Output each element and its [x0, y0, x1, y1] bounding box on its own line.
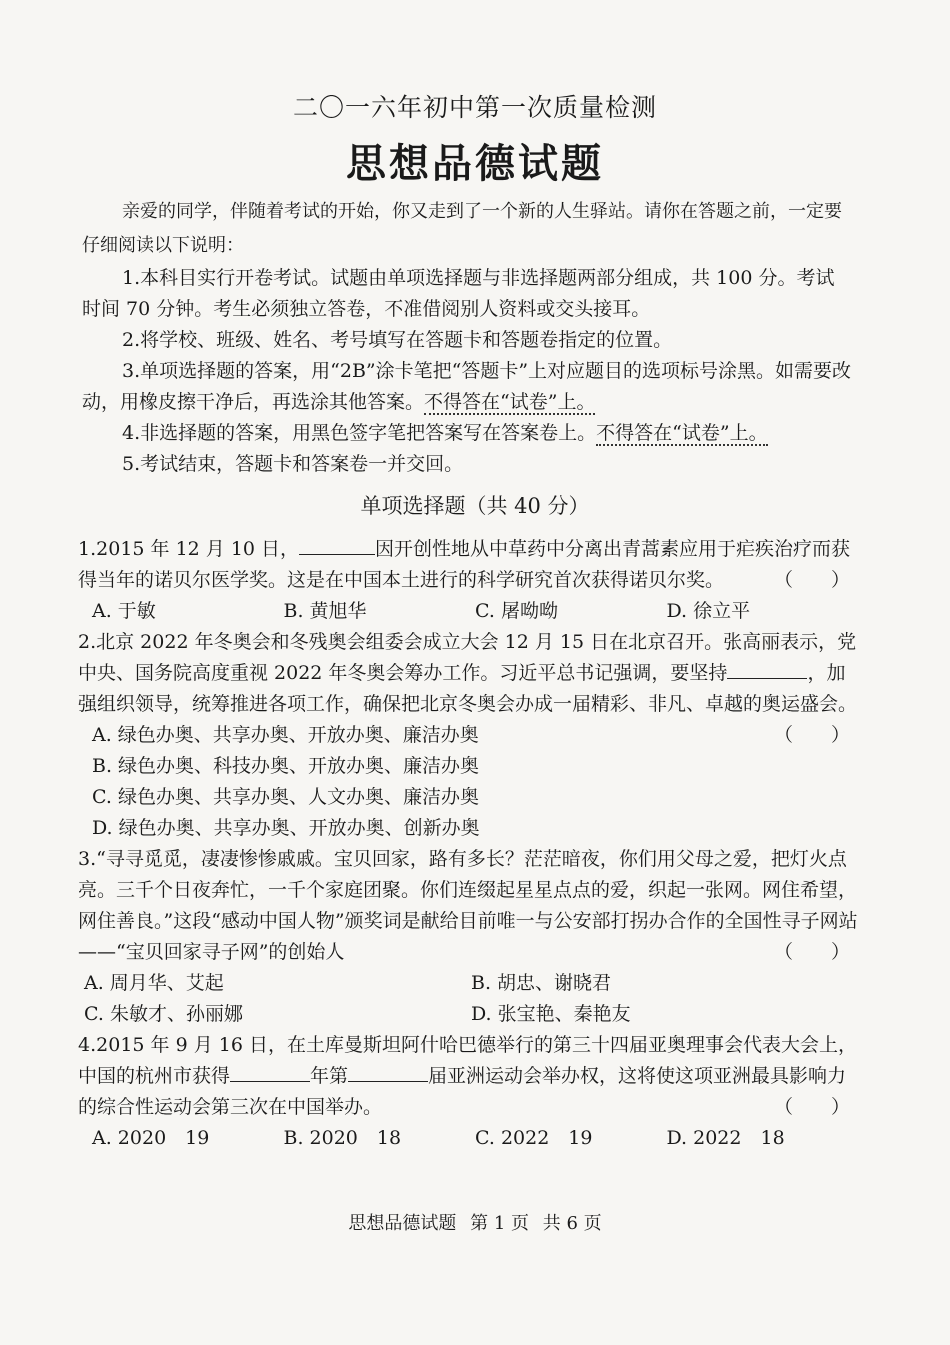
- answer-paren: （ ）: [773, 724, 850, 746]
- option: A. 周月华、艾起: [84, 972, 224, 994]
- option: C. 屠呦呦: [475, 600, 558, 622]
- rule-number: 4.: [122, 422, 141, 444]
- question-number: 4.: [78, 1034, 97, 1056]
- stem-text: ，加强组织领导，统筹推进各项工作，确保把北京冬奥会办成一届精彩、非凡、卓越的奥运盛会。: [78, 662, 858, 715]
- option: B. 胡忠、谢晓君: [471, 972, 612, 994]
- option: B. 2020 18: [283, 1127, 402, 1149]
- answer-paren: （ ）: [773, 941, 850, 963]
- exam-subtitle: 二〇一六年初中第一次质量检测: [292, 93, 657, 122]
- option: D. 2022 18: [666, 1127, 785, 1149]
- stem-text: 2015 年 12 月 10 日，: [96, 538, 300, 560]
- footer-subject: 思想品德试题: [348, 1213, 457, 1234]
- exam-title: 思想品德试题: [346, 140, 604, 187]
- options: [78, 596, 858, 627]
- option: D. 徐立平: [666, 600, 751, 622]
- footer-total: 共 6 页: [542, 1213, 602, 1234]
- question-stem: [78, 534, 858, 596]
- rule-number: 3.: [122, 360, 141, 382]
- option: C. 朱敏才、孙丽娜: [84, 1003, 243, 1025]
- instructions: [82, 195, 852, 480]
- options: [78, 720, 858, 844]
- option: C. 绿色办奥、共享办奥、人文办奥、廉洁办奥: [92, 786, 479, 808]
- rule-text: 非选择题的答案，用黑色签字笔把答案写在答案卷上。: [140, 422, 597, 444]
- answer-blank: [230, 1063, 310, 1082]
- rule-item: [82, 356, 852, 418]
- stem-text: 2015 年 9 月 16 日，在土库曼斯坦阿什哈巴德举行的第三十四届亚奥理事会代表大会上，中国的杭州市获得: [78, 1034, 857, 1087]
- question-1: [78, 534, 858, 627]
- rule-item: [82, 325, 852, 356]
- question-number: 3.: [78, 848, 97, 870]
- rule-text: 将学校、班级、姓名、考号填写在答题卡和答题卷指定的位置。: [140, 329, 673, 351]
- stem-text: 年第: [310, 1065, 349, 1087]
- intro-greeting: 亲爱的同学，伴随着考试的开始，你又走到了一个新的人生驿站。请你在答题之前，一定要仔细阅读以下说明：: [82, 201, 842, 256]
- rule-number: 2.: [122, 329, 141, 351]
- option: C. 2022 19: [475, 1127, 593, 1149]
- question-stem: [78, 1030, 858, 1123]
- question-2: [78, 627, 858, 844]
- stem-text: “寻寻觅觅，凄凄惨惨戚戚。宝贝回家，路有多长？茫茫暗夜，你们用父母之爱，把灯火点亮。三千个日夜奔忙，一千个家庭团聚。你们连缀起星星点点的爱，织起一张网。网住希望，网住善良。”这段“感动中国人物”颁奖词是献给目前唯一与公安部打拐办合作的全国性寻子网站——“宝贝回家寻子网”的创始人: [78, 848, 858, 963]
- rule-number: 1.: [122, 267, 141, 289]
- answer-paren: （ ）: [773, 569, 850, 591]
- section-title: 单项选择题（共 40 分）: [360, 494, 590, 518]
- answer-blank: [727, 660, 807, 679]
- page-footer: [0, 1209, 950, 1235]
- options: [78, 968, 858, 999]
- rule-text: 单项选择题的答案，用“2B”涂卡笔把“答题卡”上对应题目的选项标号涂黑。如需要改动，用橡皮擦干净后，再选涂其他答案。: [82, 360, 852, 413]
- stem-text: 北京 2022 年冬奥会和冬残奥会组委会成立大会 12 月 15 日在北京召开。张高丽表示，党中央、国务院高度重视 2022 年冬奥会筹办工作。习近平总书记强调，要坚持: [78, 631, 857, 684]
- question-number: 2.: [78, 631, 97, 653]
- question-4: [78, 1030, 858, 1154]
- option: A. 绿色办奥、共享办奥、开放办奥、廉洁办奥: [92, 724, 479, 746]
- question-number: 1.: [78, 538, 97, 560]
- option: D. 张宝艳、秦艳友: [471, 1003, 631, 1025]
- question-stem: [78, 844, 858, 968]
- rules-list: [82, 263, 852, 480]
- rule-item: [82, 418, 852, 449]
- options: [78, 999, 858, 1030]
- question-3: [78, 844, 858, 1030]
- answer-paren: （ ）: [773, 1096, 850, 1118]
- rule-text: 考试结束，答题卡和答案卷一并交回。: [140, 453, 464, 475]
- option: A. 于敏: [92, 600, 156, 622]
- question-list: [78, 534, 858, 1154]
- rule-item: [82, 263, 852, 325]
- rule-text: 本科目实行开卷考试。试题由单项选择题与非选择题两部分组成，共 100 分。考试时间 70 分钟。考生必须独立答卷，不准借阅别人资料或交头接耳。: [82, 267, 835, 320]
- stem-text: 届亚洲运动会举办权，这将使这项亚洲最具影响力的综合性运动会第三次在中国举办。: [78, 1065, 847, 1118]
- rule-emphasis: 不得答在“试卷”上。: [596, 422, 768, 444]
- option: B. 绿色办奥、科技办奥、开放办奥、廉洁办奥: [92, 755, 480, 777]
- option: A. 2020 19: [92, 1127, 210, 1149]
- rule-number: 5.: [122, 453, 141, 475]
- rule-emphasis: 不得答在“试卷”上。: [424, 391, 596, 413]
- answer-blank: [299, 536, 375, 555]
- footer-page: 第 1 页: [470, 1213, 529, 1234]
- option: B. 黄旭华: [283, 600, 367, 622]
- stem-text: 因开创性地从中草药中分离出青蒿素应用于疟疾治疗而获得当年的诺贝尔医学奖。这是在中国本土进行的科学研究首次获得诺贝尔奖。: [78, 538, 851, 591]
- answer-blank: [348, 1063, 428, 1082]
- option: D. 绿色办奥、共享办奥、开放办奥、创新办奥: [92, 817, 480, 839]
- rule-item: [82, 449, 852, 480]
- options: [78, 1123, 858, 1154]
